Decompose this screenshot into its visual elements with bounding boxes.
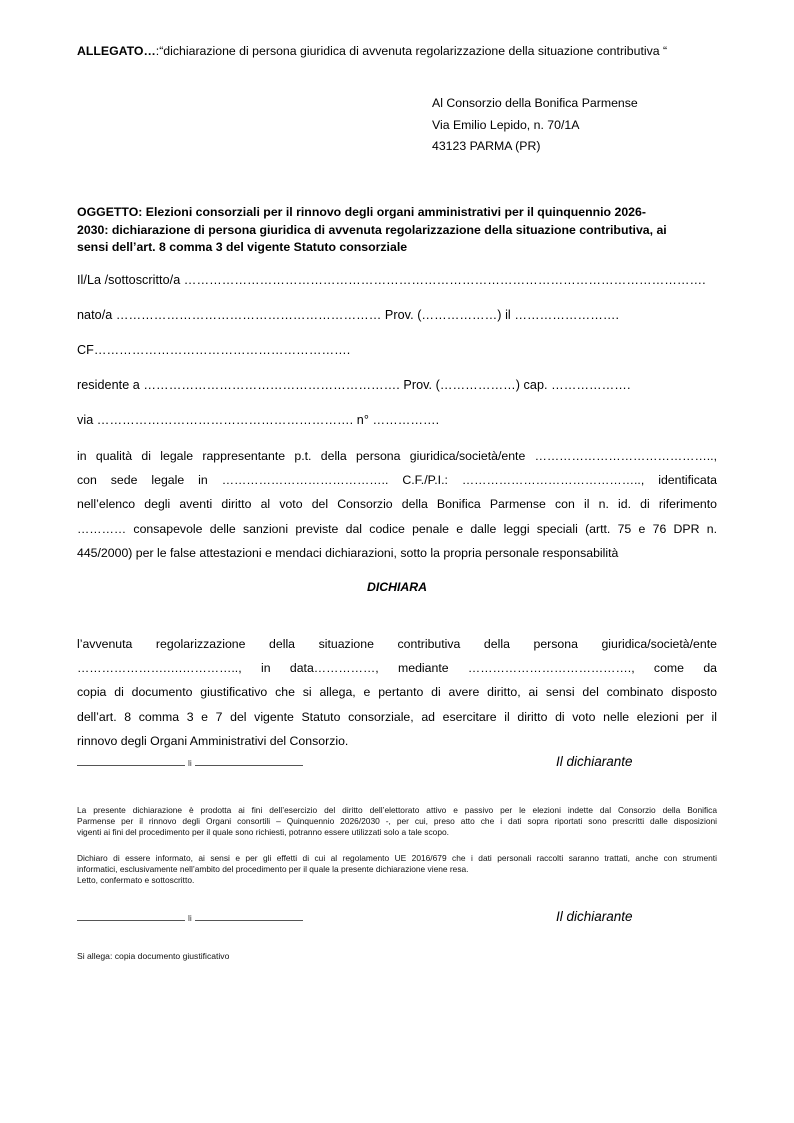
signature-label: Il dichiarante <box>556 909 633 924</box>
allegato-label: ALLEGATO… <box>77 44 156 58</box>
field-nato[interactable]: nato/a ……………………………………………………… Prov. (………………) il ……………………. <box>77 308 620 322</box>
privacy-line: informatici, esclusivamente nell’ambito del procedimento per il quale la presente dichiarazione viene resa. <box>77 864 469 875</box>
paragraph-line: 445/2000) per le false attestazioni e mendaci dichiarazioni, sotto la propria personale responsabilità <box>77 545 619 560</box>
place-field[interactable] <box>77 913 185 921</box>
recipient-street: Via Emilio Lepido, n. 70/1A <box>432 118 580 132</box>
paragraph-line[interactable]: ………………….….………….., in data……………, mediante …………………………………., come da <box>77 661 717 676</box>
paragraph-line[interactable]: in qualità di legale rappresentante p.t. della persona giuridica/società/ente …………………………………….., <box>77 449 717 463</box>
signature-label: Il dichiarante <box>556 754 633 769</box>
declaration-paragraph <box>77 632 717 753</box>
place-date-separator: li <box>188 913 192 923</box>
subject-line: OGGETTO: Elezioni consorziali per il rinnovo degli organi amministrativi per il quinquennio 2026- <box>77 205 646 219</box>
privacy-line: Parmense per il rinnovo degli Organi consortili – Quinquennio 2026/2030 -, per cui, preso atto che i dati sopra riportati sono prescritti dalle disposizioni <box>77 816 717 827</box>
privacy-line: Dichiaro di essere informato, ai sensi e per gli effetti di cui al regolamento UE 2016/679 che i dati personali raccolti saranno trattati, anche con strumenti <box>77 853 717 863</box>
date-field[interactable] <box>195 913 303 921</box>
field-via[interactable]: via ……………………………………………………. n° ……………. <box>77 413 440 427</box>
date-field[interactable] <box>195 758 303 766</box>
paragraph-line: dell’art. 8 comma 3 e 7 del vigente Statuto consorziale, ad esercitare il diritto di voto nelle elezioni per il <box>77 709 717 724</box>
paragraph-line: l’avvenuta regolarizzazione della situazione contributiva della persona giuridica/società/ente <box>77 637 717 651</box>
place-date-line <box>77 758 303 768</box>
subject-line: 2030: dichiarazione di persona giuridica di avvenuta regolarizzazione della situazione contributiva, ai <box>77 222 667 237</box>
allegato-heading <box>77 44 667 58</box>
attachment-note: Si allega: copia documento giustificativo <box>77 951 230 961</box>
subject-line: sensi dell’art. 8 comma 3 del vigente Statuto consorziale <box>77 240 408 254</box>
field-cf[interactable]: CF……………………………………………………. <box>77 343 351 357</box>
recipient-city: 43123 PARMA (PR) <box>432 139 541 153</box>
privacy-line: La presente dichiarazione è prodotta ai fini dell’esercizio del diritto dell’elettorato attivo e passivo per le elezioni indette dal Consorzio della Bonifica <box>77 805 717 815</box>
legal-representative-paragraph <box>77 444 717 565</box>
field-residente[interactable]: residente a ……………………………………………………. Prov. (………………) cap. ………………. <box>77 378 631 392</box>
privacy-paragraph-2 <box>77 853 717 887</box>
place-date-line <box>77 913 303 923</box>
paragraph-line[interactable]: ………… consapevole delle sanzioni previste dal codice penale e dalle leggi speciali (artt. 75 e 76 DPR n. <box>77 521 717 536</box>
privacy-line: vigenti ai fini del procedimento per il quale sono richiesti, potranno essere utilizzati solo a tale scopo. <box>77 827 449 838</box>
recipient-name: Al Consorzio della Bonifica Parmense <box>432 96 638 110</box>
paragraph-line: rinnovo degli Organi Amministrativi del Consorzio. <box>77 733 349 748</box>
privacy-line: Letto, confermato e sottoscritto. <box>77 875 195 886</box>
privacy-paragraph-1 <box>77 805 717 839</box>
paragraph-line: nell’elenco degli aventi diritto al voto del Consorzio della Bonifica Parmense con il n. id. di riferimento <box>77 497 717 512</box>
paragraph-line: copia di documento giustificativo che si allega, e pertanto di avere diritto, ai sensi del combinato disposto <box>77 685 717 700</box>
place-field[interactable] <box>77 758 185 766</box>
dichiara-heading: DICHIARA <box>366 580 428 594</box>
place-date-separator: li <box>188 758 192 768</box>
paragraph-line[interactable]: con sede legale in ………………………………….. C.F./P.I.: …………………………………….., identificata <box>77 473 717 488</box>
field-sottoscritto[interactable]: Il/La /sottoscritto/a ……………………………………………………………………………………………………………. <box>77 273 706 287</box>
allegato-title: :“dichiarazione di persona giuridica di avvenuta regolarizzazione della situazione contributiva “ <box>155 44 668 58</box>
subject-block <box>77 204 717 257</box>
